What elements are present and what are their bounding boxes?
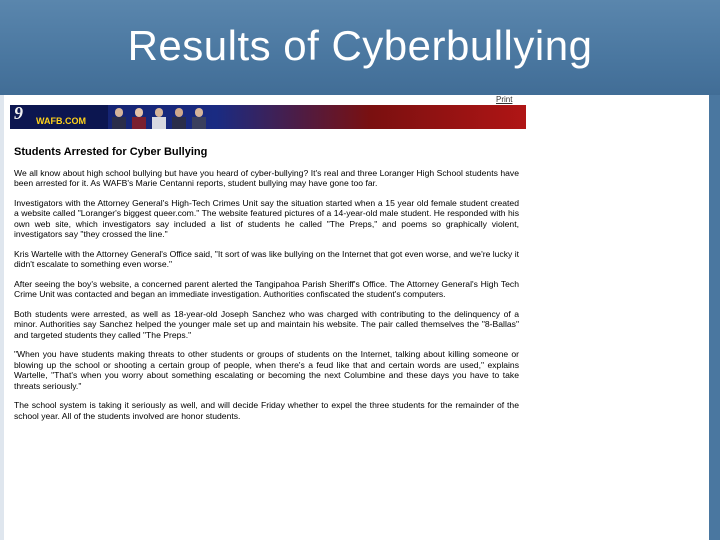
slide-header: [0, 0, 720, 95]
right-rail: [709, 95, 720, 540]
anchor-figure: [132, 108, 146, 129]
article-paragraph: Both students were arrested, as well as 18-year-old Joseph Sanchez who was charged with contributing to the delinquency of a minor. Authorities say Sanchez helped the younger male set up and maintain his website. The pair called themselves the "8-Ballas" and targeted students they called "The Preps.": [14, 308, 519, 340]
article-paragraph: The school system is taking it seriously as well, and will decide Friday whether to expel the three students for the remainder of the school year. All of the students involved are honor students.: [14, 400, 519, 421]
article-paragraph: We all know about high school bullying but have you heard of cyber-bullying? It's real and three Loranger High School students have been arrested for it. As WAFB's Marie Centanni reports, student bullying may have gone too far.: [14, 167, 519, 188]
article-paragraph: "When you have students making threats to other students or groups of students on the Internet, talking about killing someone or blowing up the school or shooting a certain group of people, when there's a feud like that and certain words are used," explains Wartelle, "That's when you worry about something escalating or becoming the next Columbine and these days you have to take threats seriously.": [14, 349, 519, 391]
news-anchors-photo: [106, 105, 216, 129]
article-body: [14, 147, 519, 430]
slide-title: Results of Cyberbullying: [127, 22, 593, 69]
article-paragraph: After seeing the boy's website, a concerned parent alerted the Tangipahoa Parish Sheriff's Office. The Attorney General's High Tech Crime Unit was contacted and began an immediate investigation. Authorities confiscated the student's computers.: [14, 278, 519, 299]
article-headline: Students Arrested for Cyber Bullying: [14, 146, 208, 158]
anchor-figure: [112, 108, 126, 129]
anchor-figure: [152, 108, 166, 129]
article-paragraph: Investigators with the Attorney General's High-Tech Crimes Unit say the situation started when a 15 year old female student created a website called "Loranger's biggest queer.com." The website featured pictures of a 14-year-old male student. He responded with his own web site, which investigators say included a list of students he called "The Preps," and poems so graphically violent, investigators say "they crossed the line.": [14, 197, 519, 239]
station-logo: [10, 105, 108, 129]
logo-number: 9: [14, 103, 23, 123]
station-banner: [10, 105, 526, 129]
article-screenshot: [8, 95, 528, 520]
anchor-figure: [192, 108, 206, 129]
print-link[interactable]: Print: [496, 95, 513, 104]
anchor-figure: [172, 108, 186, 129]
logo-text: WAFB.COM: [36, 116, 86, 126]
article-paragraph: Kris Wartelle with the Attorney General's Office said, "It sort of was like bullying on the Internet that got even worse, and we're lucky it didn't escalate to something even worse.": [14, 248, 520, 269]
left-rail: [0, 95, 4, 540]
